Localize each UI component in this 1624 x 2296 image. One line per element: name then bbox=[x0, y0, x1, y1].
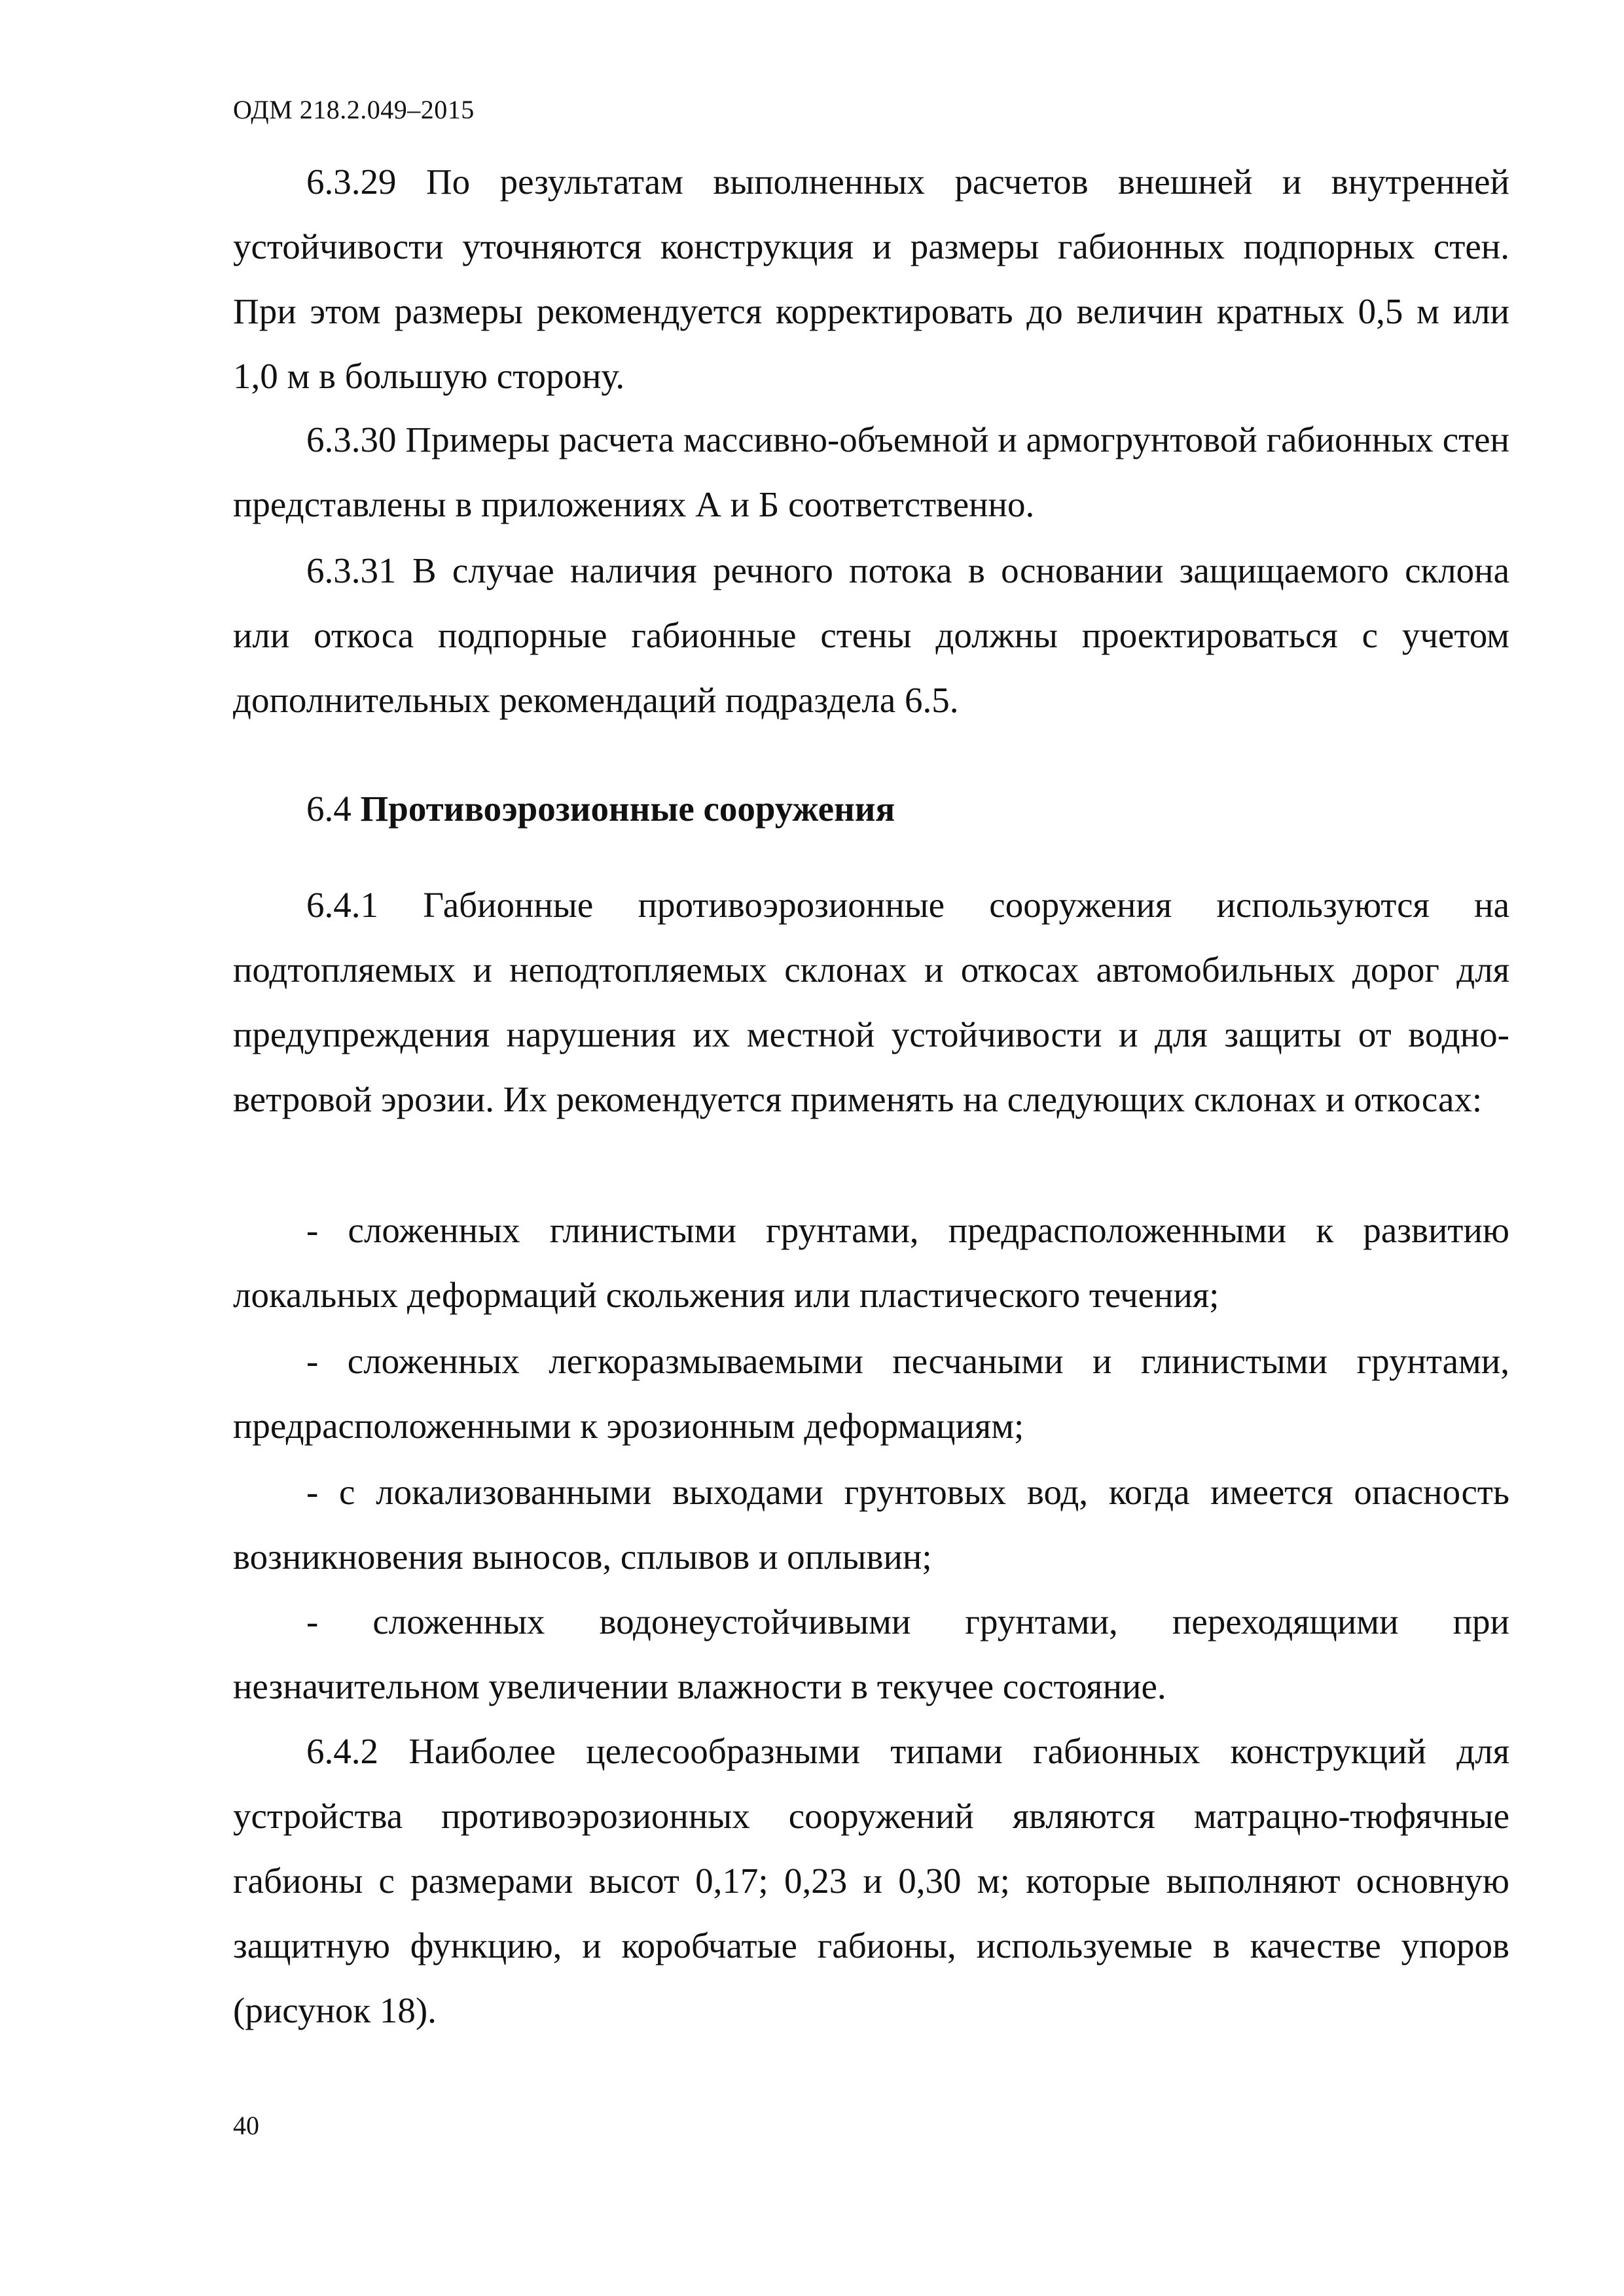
paragraph-6-4-2: 6.4.2 Наиболее целесообразными типами габионных конструкций для устройства противоэрозионных сооружений являются матрацно-тюфячные габионы с размерами высот 0,17; 0,23 и 0,30 м; которые выполняют основную защитную функцию, и коробчатые габионы, используемые в качестве упоров (рисунок 18). bbox=[233, 1731, 1509, 2030]
paragraph-6-4-1: 6.4.1 Габионные противоэрозионные сооружения используются на подтопляемых и неподтопляемых склонах и откосах автомобильных дорог для предупреждения нарушения их местной устойчивости и для защиты от водно-ветровой эрозии. Их рекомендуется применять на следующих склонах и откосах: bbox=[233, 885, 1509, 1119]
paragraph-6-3-30: 6.3.30 Примеры расчета массивно-объемной и армогрунтовой габионных стен представлены в приложениях А и Б соответственно. bbox=[233, 420, 1509, 524]
paragraph-6-3-31: 6.3.31 В случае наличия речного потока в основании защищаемого склона или откоса подпорные габионные стены должны проектироваться с учетом дополнительных рекомендаций подраздела 6.5. bbox=[233, 550, 1509, 720]
list-item: - сложенных глинистыми грунтами, предрасположенными к развитию локальных деформаций скольжения или пластического течения; bbox=[233, 1210, 1509, 1315]
list-item: - с локализованными выходами грунтовых вод, когда имеется опасность возникновения выносов, сплывов и оплывин; bbox=[233, 1472, 1509, 1577]
section-heading bbox=[306, 776, 895, 841]
document-page bbox=[233, 0, 1509, 2296]
section-number: 6.4 bbox=[306, 789, 352, 829]
list-item: - сложенных легкоразмываемыми песчаными и глинистыми грунтами, предрасположенными к эрозионным деформациям; bbox=[233, 1341, 1509, 1446]
section-title: Противоэрозионные сооружения bbox=[360, 789, 895, 829]
paragraph-6-3-29: 6.3.29 По результатам выполненных расчетов внешней и внутренней устойчивости уточняются конструкция и размеры габионных подпорных стен. При этом размеры рекомендуется корректировать до величин кратных 0,5 м или 1,0 м в большую сторону. bbox=[233, 162, 1509, 396]
page-number: 40 bbox=[233, 2111, 259, 2140]
list-item: - сложенных водонеустойчивыми грунтами, переходящими при незначительном увеличении влажности в текучее состояние. bbox=[233, 1602, 1509, 1706]
document-code-header: ОДМ 218.2.049–2015 bbox=[233, 95, 475, 124]
